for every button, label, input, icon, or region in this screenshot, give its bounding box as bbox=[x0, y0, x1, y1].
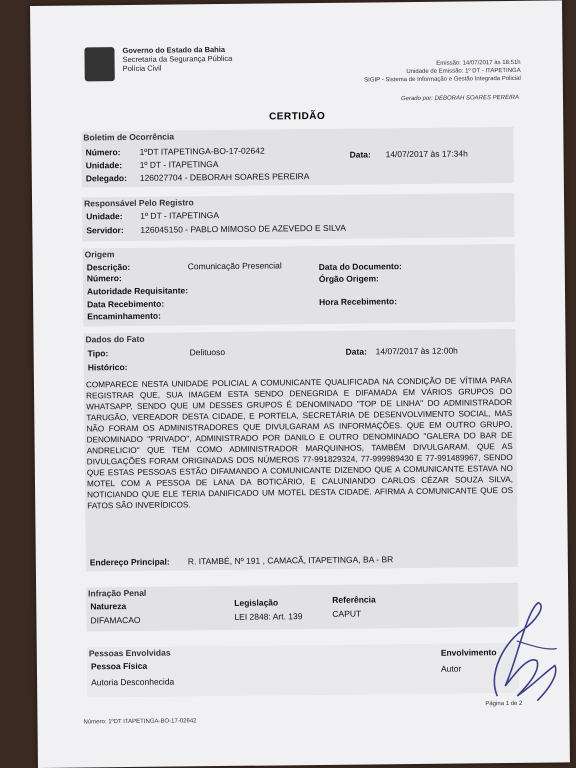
bahia-coat-of-arms-icon bbox=[84, 47, 114, 81]
page-title: CERTIDÃO bbox=[268, 110, 326, 123]
label-unidade: Unidade: bbox=[86, 211, 123, 222]
value-referencia: CAPUT bbox=[332, 608, 362, 619]
org-line-3: Polícia Civil bbox=[122, 63, 162, 74]
label-hora-recebimento: Hora Recebimento: bbox=[319, 296, 398, 307]
value-tipo: Delituoso bbox=[189, 346, 226, 358]
section-heading: Origem bbox=[84, 249, 115, 260]
label-data-documento: Data do Documento: bbox=[318, 261, 402, 272]
label-data-recebimento: Data Recebimento: bbox=[87, 298, 165, 310]
header-organization bbox=[122, 45, 232, 73]
label-servidor: Servidor: bbox=[86, 225, 124, 236]
value-unidade: 1º DT - ITAPETINGA bbox=[140, 210, 220, 221]
label-unidade: Unidade: bbox=[85, 160, 123, 171]
label-numero: Número: bbox=[86, 273, 122, 284]
label-autoridade: Autoridade Requisitante: bbox=[86, 285, 189, 297]
header-emission-info bbox=[364, 59, 521, 85]
label-natureza: Natureza bbox=[90, 601, 127, 612]
org-line-1: Governo do Estado da Bahia bbox=[122, 44, 226, 56]
label-tipo: Tipo: bbox=[87, 348, 109, 359]
generated-by: Gerado por: DEBORAH SOARES PEREIRA bbox=[400, 94, 520, 103]
section-heading: Infração Penal bbox=[88, 587, 147, 599]
label-envolvimento: Envolvimento bbox=[440, 647, 497, 658]
label-orgao-origem: Órgão Origem: bbox=[318, 273, 379, 284]
label-historico: Histórico: bbox=[87, 361, 128, 373]
emission-unit: Unidade de Emissão: 1º DT - ITAPETINGA bbox=[406, 67, 521, 76]
handwritten-signature-icon bbox=[476, 600, 567, 711]
historico-text: COMPARECE NESTA UNIDADE POLICIAL A COMUNICANTE QUALIFICADA NA CONDIÇÃO DE VÍTIMA PARA REGISTRAR QUE, SUA IMAGEM ESTA SENDO DENEGRIDA E DIFAMADA EM VÁRIOS GRUPOS DO WHATSAPP, SENDO QUE UM DESSES GRUPOS É DENOMINADO "TOP DE LINHA" DO ADMINISTRADOR TARUGÃO, VEREADOR DESTA CIDADE, E PORTELA, SECRETÁRIA DE DESENVOLVIMENTO SOCIAL, MAS NÃO FORAM OS ADMINISTRADORES QUE DIVULGARAM AS INFORMAÇÕES. QUE EM OUTRO GRUPO, DENOMINADO "PRIVADO", ADMINISTRADO POR DANILO E OUTRO DENOMINADO "GALERA DO BAR DE ANDRELICIO" QUE TEM COMO ADMINISTRADOR MARQUINHOS, TAMBÉM DIVULGARAM. QUE AS DIVULGAÇÕES FORAM ORIGINADAS DOS NÚMEROS 77-991829324, 77-999989430 E 77-991489967, SENDO QUE ESTAS PESSOAS ESTÃO DIFAMANDO A COMUNICANTE DIZENDO QUE A COMUNICANTE ESTAVA NO MOTEL COM A PESSOA DE LANA DA BOTICÁRIO, E CALUNIANDO CARLOS CÉZAR SOUZA SILVA, NOTICIANDO QUE ELE TERIA DANIFICADO UM MOTEL DESTA CIDADE. AFIRMA A COMUNICANTE QUE OS FATOS SÃO INVERÍDICOS. bbox=[85, 375, 514, 511]
value-data: 14/07/2017 às 17:34h bbox=[385, 148, 468, 160]
label-encaminhamento: Encaminhamento: bbox=[87, 310, 161, 322]
label-legislacao: Legislação bbox=[234, 597, 279, 608]
value-unidade: 1º DT - ITAPETINGA bbox=[139, 159, 219, 170]
certidao-document bbox=[30, 0, 570, 768]
label-data: Data: bbox=[349, 149, 371, 160]
value-pessoa-fisica: Autoria Desconhecida bbox=[91, 676, 175, 688]
value-descricao: Comunicação Presencial bbox=[187, 260, 282, 272]
value-numero: 1ºDT ITAPETINGA-BO-17-02642 bbox=[139, 145, 265, 157]
section-heading: Pessoas Envolvidas bbox=[88, 647, 171, 659]
value-envolvimento: Autor bbox=[440, 663, 462, 674]
value-servidor: 126045150 - PABLO MIMOSO DE AZEVEDO E SILVA bbox=[140, 222, 346, 235]
label-data: Data: bbox=[345, 346, 367, 357]
value-delegado: 126027704 - DEBORAH SOARES PEREIRA bbox=[139, 171, 310, 183]
section-heading: Dados do Fato bbox=[85, 333, 145, 345]
value-natureza: DIFAMACAO bbox=[90, 614, 141, 626]
org-line-2: Secretaria da Segurança Pública bbox=[122, 53, 233, 65]
value-endereco: R. ITAMBÉ, Nº 191 , CAMACÃ, ITAPETINGA, BA - BR bbox=[187, 554, 394, 567]
label-numero: Número: bbox=[85, 147, 121, 158]
page-number: Página 1 de 2 bbox=[485, 700, 523, 708]
section-heading: Boletim de Ocorrência bbox=[83, 131, 175, 143]
value-data: 14/07/2017 às 12:00h bbox=[375, 345, 458, 357]
label-endereco: Endereço Principal: bbox=[89, 556, 170, 568]
emission-date: Emissão: 14/07/2017 às 18:51h bbox=[436, 59, 521, 67]
sigip-system: SIGIP - Sistema de Informação e Gestão Integrada Policial bbox=[364, 75, 521, 84]
label-referencia: Referência bbox=[332, 594, 376, 605]
footer-numero: Número: 1ºDT ITAPETINGA-BO-17-02642 bbox=[83, 718, 197, 726]
value-legislacao: LEI 2848: Art. 139 bbox=[234, 611, 303, 622]
label-delegado: Delegado: bbox=[85, 172, 127, 184]
section-infracao bbox=[86, 583, 518, 632]
section-heading: Responsável Pelo Registro bbox=[84, 197, 194, 209]
label-pessoa-fisica: Pessoa Física bbox=[90, 660, 148, 672]
label-descricao: Descrição: bbox=[86, 261, 131, 273]
